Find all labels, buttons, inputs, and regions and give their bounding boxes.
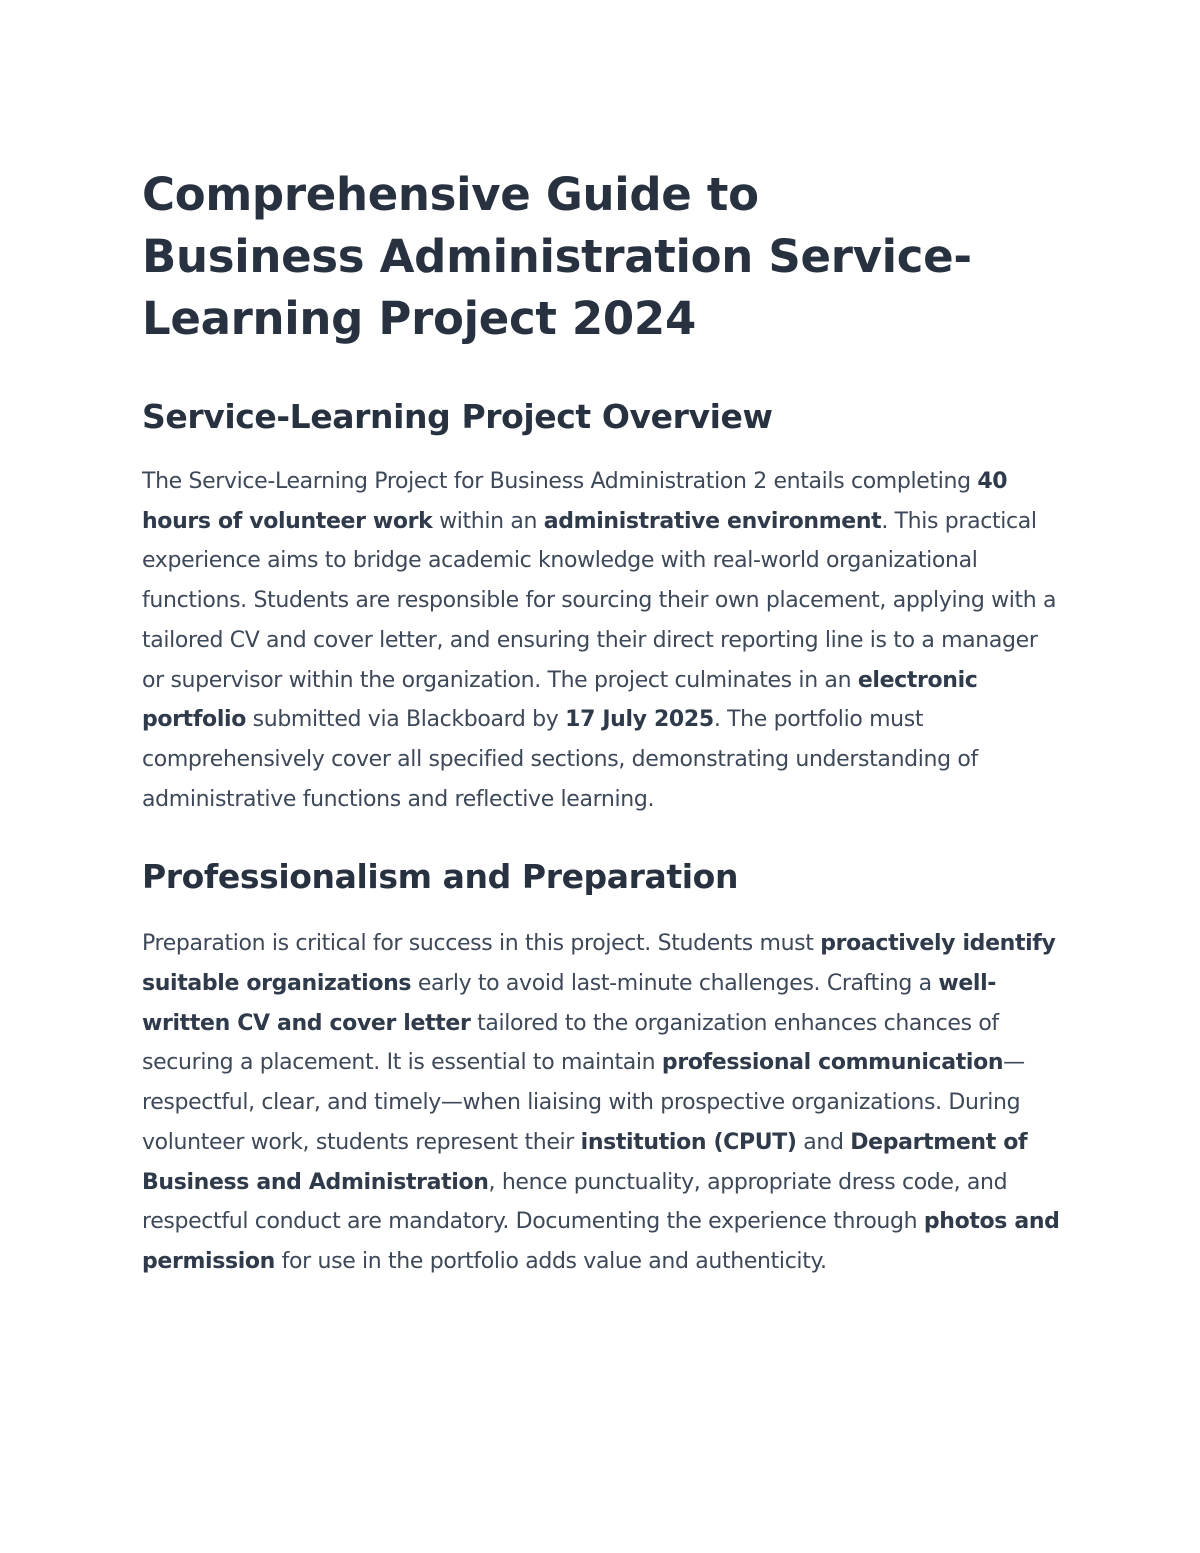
section-paragraph-overview (142, 462, 1062, 819)
text-run: —respectful, clear, and timely—when liaising with prospective organizations. During volunteer work, students represent their (142, 1050, 1025, 1155)
document-page (142, 164, 1062, 1282)
section-heading-professionalism: Professionalism and Preparation (142, 857, 739, 897)
emphasis-text: proactively identify suitable organizations (142, 931, 1056, 997)
emphasis-text: institution (CPUT) (580, 1129, 797, 1155)
text-run: Preparation is critical for success in this project. Students must (142, 931, 821, 957)
text-run: . The portfolio must comprehensively cover all specified sections, demonstrating understanding of administrative functions and reflective learning. (142, 707, 978, 812)
text-run: , hence punctuality, appropriate dress code, and respectful conduct are mandatory. Documenting the experience through (142, 1169, 1008, 1235)
document-title: Comprehensive Guide to Business Administration Service-Learning Project 2024 (142, 168, 972, 345)
text-run: for use in the portfolio adds value and authenticity. (275, 1248, 827, 1274)
emphasis-text: well-written CV and cover letter (142, 971, 997, 1036)
emphasis-text: 17 July 2025 (565, 707, 714, 733)
emphasis-text: Department of Business and Administration (142, 1129, 1028, 1195)
text-run: and (796, 1129, 851, 1155)
section-paragraph-professionalism (142, 924, 1062, 1281)
emphasis-text: administrative environment (543, 508, 882, 534)
emphasis-text: professional communication (661, 1050, 1004, 1076)
text-run: tailored to the organization enhances chances of securing a placement. It is essential to maintain (142, 1010, 999, 1076)
emphasis-text: electronic portfolio (142, 667, 978, 733)
emphasis-text: photos and permission (142, 1209, 1060, 1274)
emphasis-text: 40 hours of volunteer work (142, 469, 1008, 534)
text-run: submitted via Blackboard by (245, 707, 566, 733)
text-run: early to avoid last-minute challenges. Crafting a (411, 971, 939, 997)
text-run: . This practical experience aims to bridge academic knowledge with real-world organizational functions. Students are responsible for sourcing their own placement, applying with a tailored CV and cover letter, and ensuring their direct reporting line is to a manager or supervisor within the organization. The project culminates in an (142, 508, 1057, 693)
text-run: The Service-Learning Project for Business Administration 2 entails completing (142, 469, 978, 494)
section-heading-overview: Service-Learning Project Overview (142, 397, 773, 436)
text-run: within an (432, 508, 544, 534)
